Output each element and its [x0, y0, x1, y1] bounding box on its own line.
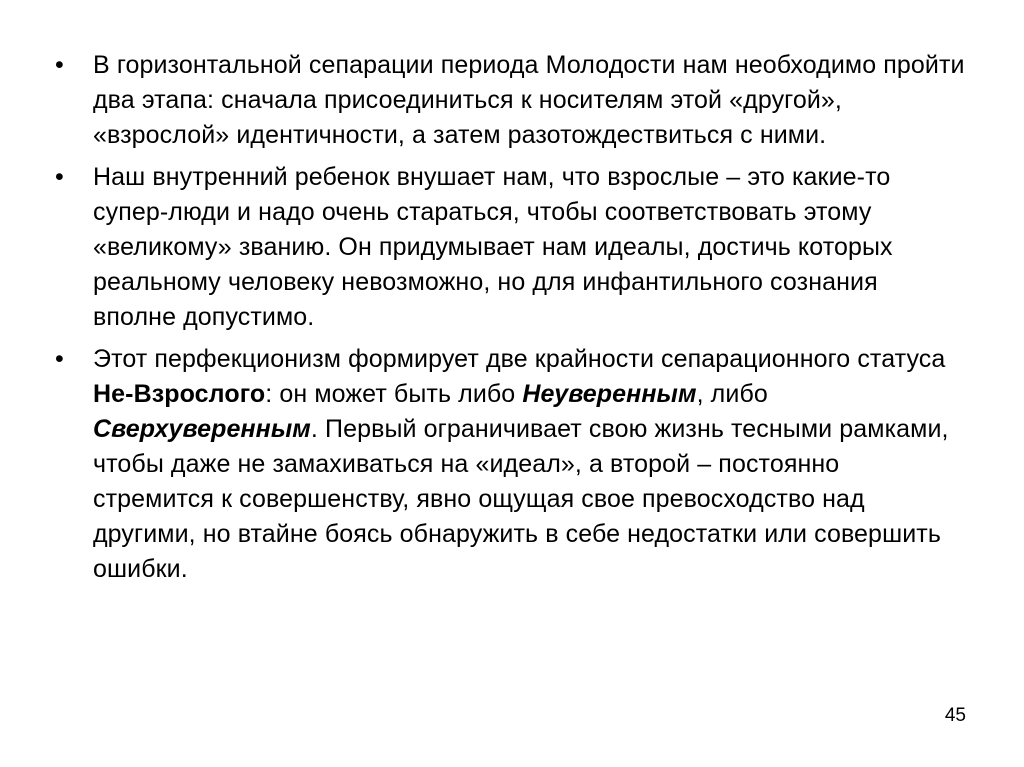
bullet-text: Этот перфекционизм формирует две крайности сепарационного статуса — [93, 345, 946, 373]
term-sverkhuverennym: Сверхуверенным — [93, 415, 311, 443]
term-neuverennym: Неуверенным — [522, 380, 697, 408]
term-ne-vzroslogo: Не-Взрослого — [93, 380, 266, 408]
bullet-text: . Первый ограничивает свою жизнь тесными рамками, чтобы даже не замахиваться на «идеал», а второй – постоянно стремится к совершенству, явно ощущая свое превосходство над другими, но втайне боясь обнаружить в себе недостатки или совершить ошибки. — [93, 415, 949, 583]
bullet-list — [55, 48, 965, 594]
bullet-marker: • — [55, 163, 64, 191]
bullet-text: Наш внутренний ребенок внушает нам, что взрослые – это какие-то супер-люди и надо очень стараться, чтобы соответствовать этому «великому» званию. Он придумывает нам идеалы, достичь которых реальному человеку невозможно, но для инфантильного сознания вполне допустимо. — [93, 163, 893, 331]
bullet-text: , либо — [696, 380, 768, 408]
bullet-item-1 — [55, 48, 965, 153]
bullet-marker: • — [55, 345, 64, 373]
bullet-item-2 — [55, 160, 965, 335]
bullet-item-3 — [55, 342, 965, 587]
page-number: 45 — [944, 705, 966, 726]
bullet-text: В горизонтальной сепарации периода Молодости нам необходимо пройти два этапа: сначала присоединиться к носителям этой «другой», «взрослой» идентичности, а затем разотождествиться с ними. — [93, 51, 965, 149]
bullet-text: : он может быть либо — [265, 380, 523, 408]
bullet-marker: • — [55, 51, 64, 79]
